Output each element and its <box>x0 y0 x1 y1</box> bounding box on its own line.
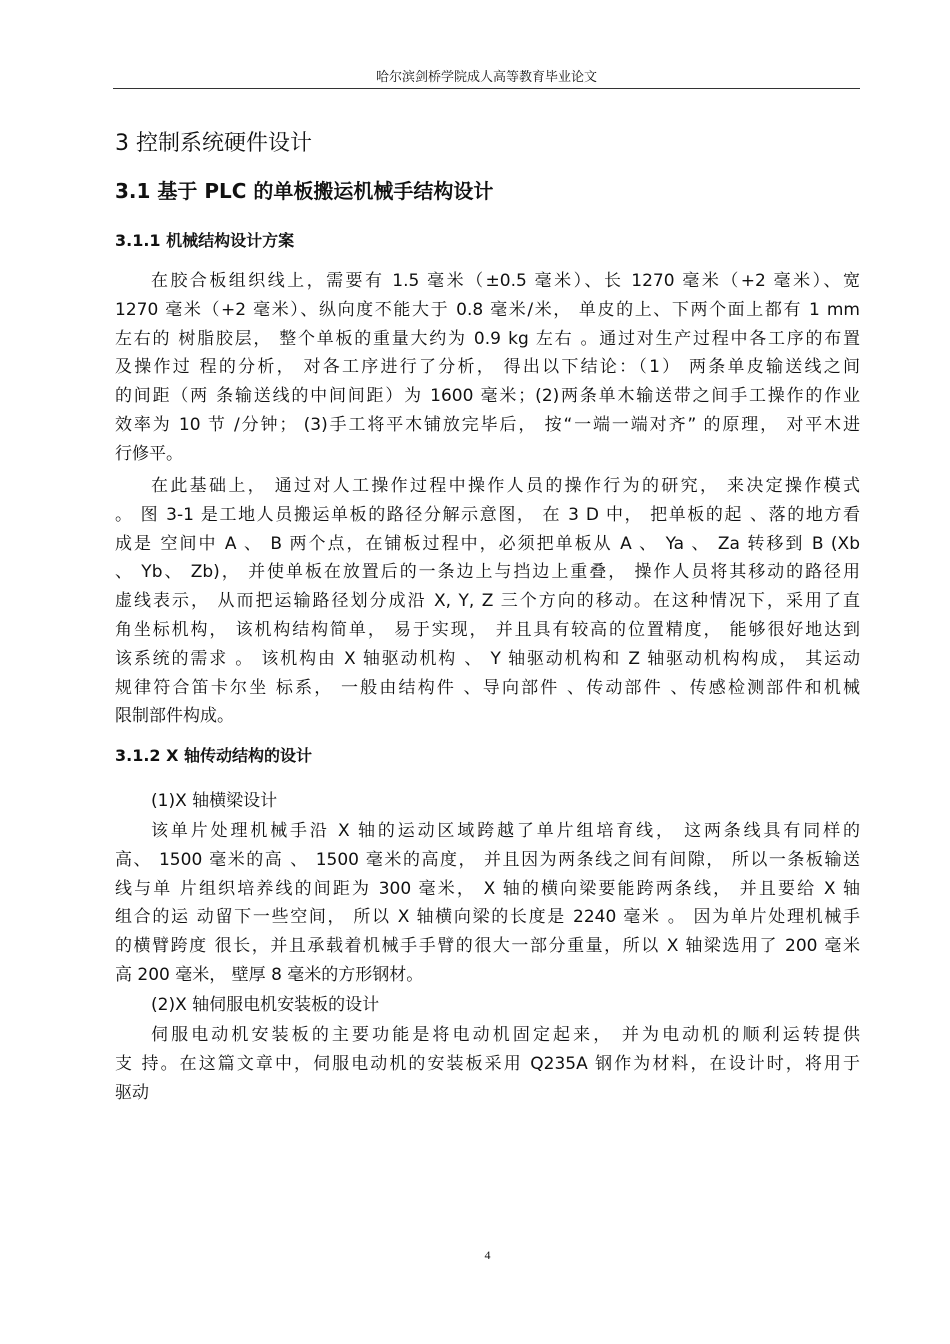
text-line: 、 Yb、 Zb)， 并使单板在放置后的一条边上与挡边上重叠， 操作人员将其移动的路径用 <box>115 562 860 583</box>
text-line: 高、 1500 毫米的高 、 1500 毫米的高度， 并且因为两条线之间有间隙， 所以一条板输送 <box>115 849 860 870</box>
text-line: 限制部件构成。 <box>115 706 234 727</box>
text-line: 伺服电动机安装板的主要功能是将电动机固定起来， 并为电动机的顺利运转提供 <box>151 1025 860 1045</box>
text-line: 1270 毫米（+2 毫米）、纵向度不能大于 0.8 毫米/米， 单皮的上、下两个面上都有 1 mm <box>115 299 860 320</box>
item-heading-2: (2)X 轴伺服电机安装板的设计 <box>151 995 380 1015</box>
paragraph-2 <box>115 472 860 731</box>
text-line: 在此基础上， 通过对人工操作过程中操作人员的操作行为的研究， 来决定操作模式 <box>151 476 860 496</box>
text-line: 规律符合笛卡尔坐 标系， 一般由结构件 、导向部件 、传动部件 、传感检测部件和机械 <box>115 677 860 698</box>
text-line: 线与单 片组织培养线的间距为 300 毫米， X 轴的横向梁要能跨两条线， 并且要给 X 轴 <box>115 878 860 899</box>
text-line: 支 持。在这篇文章中，伺服电动机的安装板采用 Q235A 钢作为材料，在设计时，将用于 <box>115 1053 860 1074</box>
header-rule <box>113 88 860 89</box>
text-line: 该系统的需求 。 该机构由 X 轴驱动机构 、 Y 轴驱动机构和 Z 轴驱动机构构成， 其运动 <box>115 648 860 669</box>
text-line: 高 200 毫米， 壁厚 8 毫米的方形钢材。 <box>115 964 424 985</box>
text-line: 驱动 <box>115 1082 149 1103</box>
text-line: 组合的运 动留下一些空间， 所以 X 轴横向梁的长度是 2240 毫米 。 因为单片处理机械手 <box>115 907 860 928</box>
subsection-title-2: 3.1.2 X 轴传动结构的设计 <box>115 746 313 765</box>
item-heading-1: (1)X 轴横梁设计 <box>151 791 278 811</box>
running-header: 哈尔滨剑桥学院成人高等教育毕业论文 <box>375 70 597 85</box>
text-line: 成是 空间中 A 、 B 两个点，在铺板过程中，必须把单板从 A 、 Ya 、 Za 转移到 B (Xb <box>115 533 860 554</box>
paragraph-1 <box>115 267 860 469</box>
text-line: 虚线表示， 从而把运输路径划分成沿 X, Y, Z 三个方向的移动。在这种情况下，采用了直 <box>115 591 860 612</box>
text-line: 该单片处理机械手沿 X 轴的运动区域跨越了单片组培育线， 这两条线具有同样的 <box>151 821 860 841</box>
text-line: 及操作过 程的分析， 对各工序进行了分析， 得出以下结论：（1） 两条单皮输送线之间 <box>115 357 860 378</box>
text-line: 左右的 树脂胶层， 整个单板的重量大约为 0.9 kg 左右 。通过对生产过程中各工序的布置 <box>115 328 860 349</box>
text-line: 行修平。 <box>115 443 183 464</box>
paragraph-4 <box>115 1021 860 1107</box>
text-line: 的横臂跨度 很长，并且承载着机械手手臂的很大一部分重量，所以 X 轴梁选用了 200 毫米 <box>115 936 860 957</box>
text-line: 在胶合板组织线上，需要有 1.5 毫米（±0.5 毫米）、长 1270 毫米（+2 毫米）、宽 <box>151 271 860 291</box>
text-line: 效率为 10 节 /分钟； (3)手工将平木铺放完毕后， 按“一端一端对齐” 的原理， 对平木进 <box>115 414 860 435</box>
page-number: 4 <box>484 1248 491 1262</box>
section-title: 3.1 基于 PLC 的单板搬运机械手结构设计 <box>115 179 494 203</box>
paragraph-3 <box>115 817 860 990</box>
text-line: 。 图 3-1 是工地人员搬运单板的路径分解示意图， 在 3 D 中， 把单板的起 、落的地方看 <box>115 504 860 525</box>
text-line: 角坐标机构， 该机构结构简单， 易于实现， 并且具有较高的位置精度， 能够很好地达到 <box>115 619 860 640</box>
text-line: 的间距（两 条输送线的中间间距）为 1600 毫米；(2)两条单木输送带之间手工操作的作业 <box>115 386 860 407</box>
subsection-title-1: 3.1.1 机械结构设计方案 <box>115 231 295 250</box>
chapter-title: 3 控制系统硬件设计 <box>115 131 312 156</box>
